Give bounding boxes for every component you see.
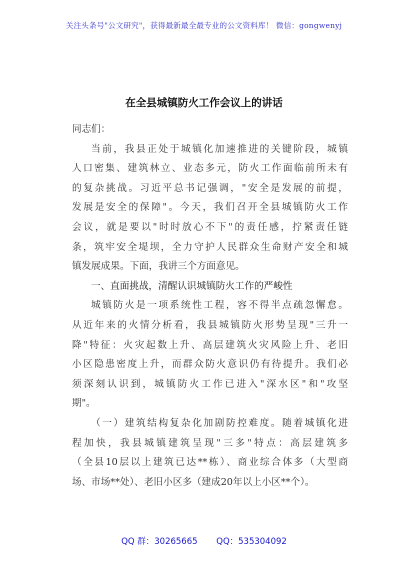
paragraph-2-line-5: 须深刻认识到，城镇防火工作已进入"深水区"和"攻坚 [72,378,348,390]
paragraph-2-line-6: 期"。 [72,398,96,410]
paragraph-3-line-1: （一）建筑结构复杂化加剧防控难度。随着城镇化进 [91,417,348,429]
paragraph-1-line-3: 的复杂挑战。习近平总书记强调，"安全是发展的前提， [72,182,348,194]
paragraph-2-line-4: 小区隐患密度上升，而群众防火意识仍有待提升。我们必 [72,359,348,371]
paragraph-1-line-5: 会议，就是要以"时时放心不下"的责任感，拧紧责任链 [72,221,348,233]
paragraph-3-line-4: 场、市场**处）、老旧小区多（建成20年以上小区**个）。 [72,476,315,488]
section-1-heading: 一、直面挑战，清醒认识城镇防火工作的严峻性 [91,280,293,292]
document-title: 在全县城镇防火工作会议上的讲话 [125,97,283,109]
document-body [72,120,348,492]
paragraph-1-line-1: 当前，我县正处于城镇化加速推进的关键阶段，城镇 [91,143,348,155]
paragraph-3-line-2: 程加快，我县城镇建筑呈现"三多"特点：高层建筑多 [72,437,348,449]
paragraph-3-line-3: （全县10层以上建筑已达**栋）、商业综合体多（大型商 [72,457,348,469]
paragraph-1-line-4: 发展是安全的保障"。今天，我们召开全县城镇防火工作 [72,202,348,214]
paragraph-1-line-2: 人口密集、建筑林立、业态多元，防火工作面临前所未有 [72,163,348,175]
paragraph-1-line-6: 条，筑牢安全堤坝，全力守护人民群众生命财产安全和城 [72,241,348,253]
paragraph-2-line-1: 城镇防火是一项系统性工程，容不得半点疏忽懈怠。 [91,300,348,312]
paragraph-1-line-7: 镇发展成果。下面，我讲三个方面意见。 [72,261,245,273]
paragraph-2-line-2: 从近年来的火情分析看，我县城镇防火形势呈现"三升一 [72,319,348,331]
footer-qq: QQ：535304092 [216,537,287,547]
header-banner: 关注头条号"公文研究"，获得最新最全最专业的公文资料库！ 微信：gongwenyj [65,21,343,30]
footer [0,535,408,547]
paragraph-2-line-3: 降"特征：火灾起数上升、高层建筑火灾风险上升、老旧 [72,339,348,351]
salutation: 同志们： [72,124,111,135]
footer-qq-group: QQ 群：30265665 [121,537,198,547]
